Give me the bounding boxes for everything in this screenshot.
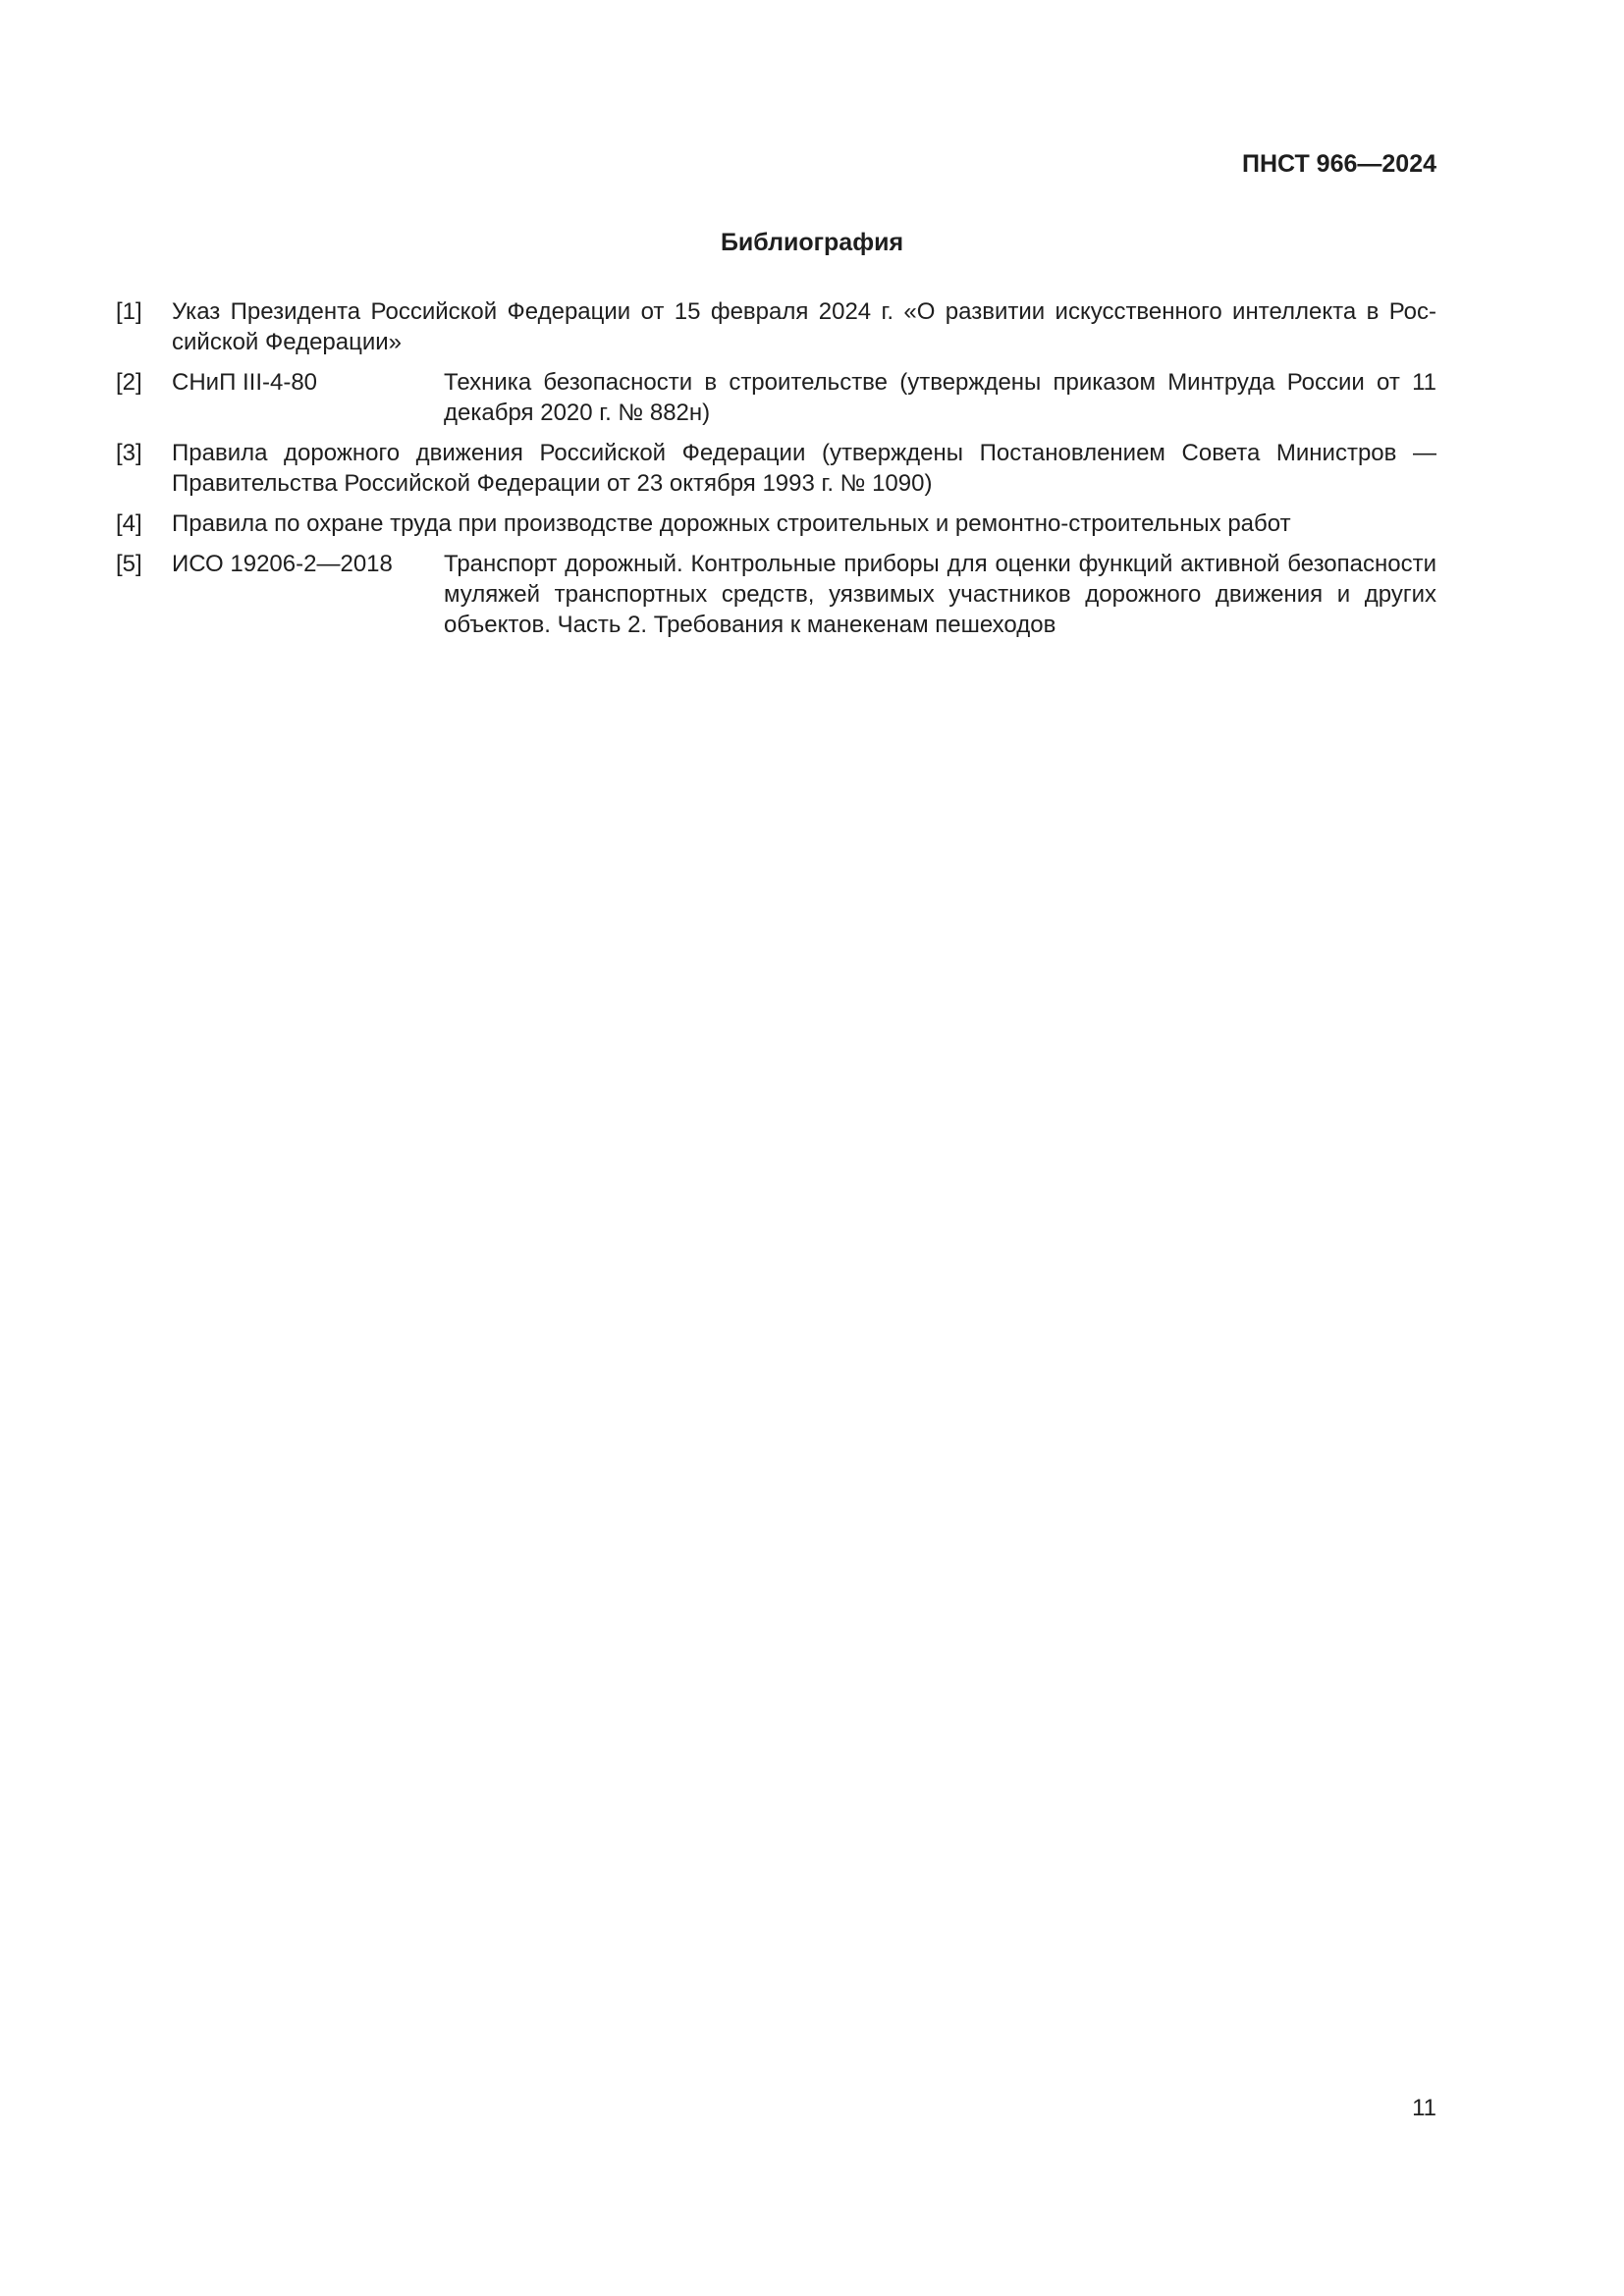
bibliography-entry-4 <box>116 508 1436 539</box>
entry-text: Правила по охране труда при производстве дорожных строительных и ремонтно-строительных работ <box>172 510 1291 537</box>
bibliography-list <box>116 296 1436 650</box>
bibliography-entry-3 <box>116 438 1436 499</box>
page-title: Библиография <box>720 229 904 256</box>
entry-text: Техника безопасности в строительстве (утверждены приказом Минтруда России от 11 декабря 2020 г. № 882н) <box>444 369 1436 426</box>
bibliography-entry-2 <box>116 367 1436 428</box>
bibliography-entry-1 <box>116 296 1436 357</box>
entry-number: [5] <box>116 551 142 577</box>
page-number: 11 <box>1412 2095 1436 2121</box>
entry-text: Указ Президента Российской Федерации от 15 февраля 2024 г. «О развитии искусственного интеллекта в Российской Федерации» <box>172 298 1436 355</box>
entry-text: Правила дорожного движения Российской Федерации (утверждены Постановлением Совета Министров — Правительства Российской Федерации от 23 октября 1993 г. № 1090) <box>172 440 1436 497</box>
entry-number: [3] <box>116 440 142 466</box>
entry-code: СНиП III-4-80 <box>172 369 318 396</box>
entry-number: [1] <box>116 298 142 325</box>
bibliography-entry-5 <box>116 549 1436 640</box>
entry-code: ИСО 19206-2—2018 <box>172 551 393 577</box>
entry-number: [4] <box>116 510 142 537</box>
entry-number: [2] <box>116 369 142 396</box>
entry-text: Транспорт дорожный. Контрольные приборы для оценки функций активной безопасности муляжей транспортных средств, уязвимых участников дорожного движения и других объектов. Часть 2. Требования к манекенам пешеходов <box>444 551 1436 638</box>
document-id: ПНСТ 966—2024 <box>1242 150 1436 178</box>
